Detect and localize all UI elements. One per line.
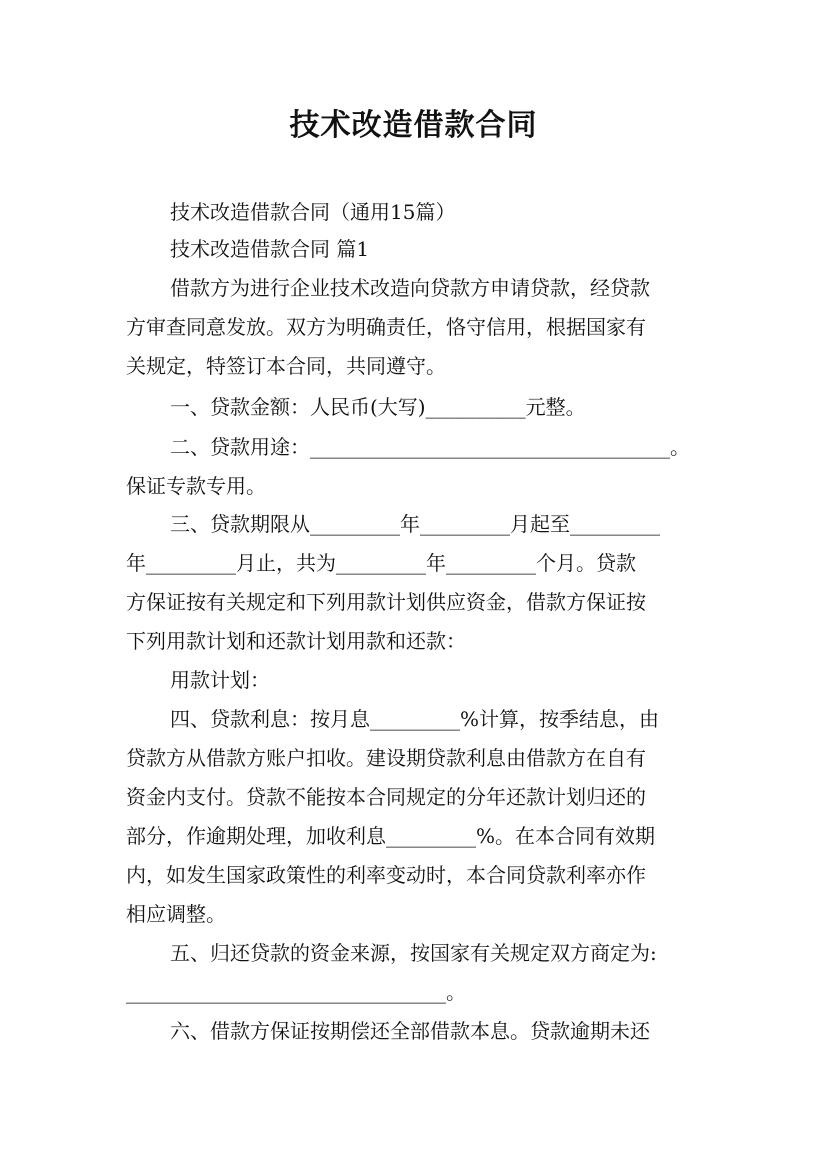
clause-purpose: 二、贷款用途：____________________________________。 (170, 435, 690, 459)
paragraph-line: 内，如发生国家政策性的利率变动时，本合同贷款利率亦作 (126, 863, 646, 887)
paragraph-line: 下列用款计划和还款计划用款和还款： (126, 629, 466, 653)
clause-term: 三、贷款期限从_________年_________月起至_________ (170, 512, 660, 536)
paragraph-line: 年_________月止，共为_________年_________个月。贷款 (126, 551, 636, 575)
paragraph-line: 保证专款专用。 (126, 474, 266, 498)
plan-label: 用款计划： (170, 668, 270, 692)
clause-interest: 四、贷款利息：按月息_________%计算，按季结息，由 (170, 707, 660, 731)
paragraph-line: 借款方为进行企业技术改造向贷款方申请贷款，经贷款 (170, 276, 650, 300)
clause-repayment-source: 五、归还贷款的资金来源，按国家有关规定双方商定为: (170, 941, 657, 965)
section-heading: 技术改造借款合同 篇1 (170, 237, 370, 261)
paragraph-line: 部分，作逾期处理，加收利息_________%。在本合同有效期 (126, 824, 656, 848)
clause-amount: 一、贷款金额：人民币(大写)__________元整。 (170, 395, 586, 419)
clause-guarantee: 六、借款方保证按期偿还全部借款本息。贷款逾期未还 (170, 1019, 650, 1043)
paragraph-line: 方保证按有关规定和下列用款计划供应资金，借款方保证按 (126, 590, 646, 614)
paragraph-line: 贷款方从借款方账户扣收。建设期贷款利息由借款方在自有 (126, 746, 646, 770)
paragraph-line: 关规定，特签订本合同，共同遵守。 (126, 354, 446, 378)
paragraph-line: 方审查同意发放。双方为明确责任，恪守信用，根据国家有 (126, 315, 646, 339)
document-title: 技术改造借款合同 (289, 108, 538, 143)
paragraph-line: 相应调整。 (126, 902, 226, 926)
paragraph-line: ________________________________。 (126, 980, 466, 1004)
paragraph-line: 资金内支付。贷款不能按本合同规定的分年还款计划归还的 (126, 785, 646, 809)
subtitle: 技术改造借款合同（通用15篇） (170, 200, 456, 224)
